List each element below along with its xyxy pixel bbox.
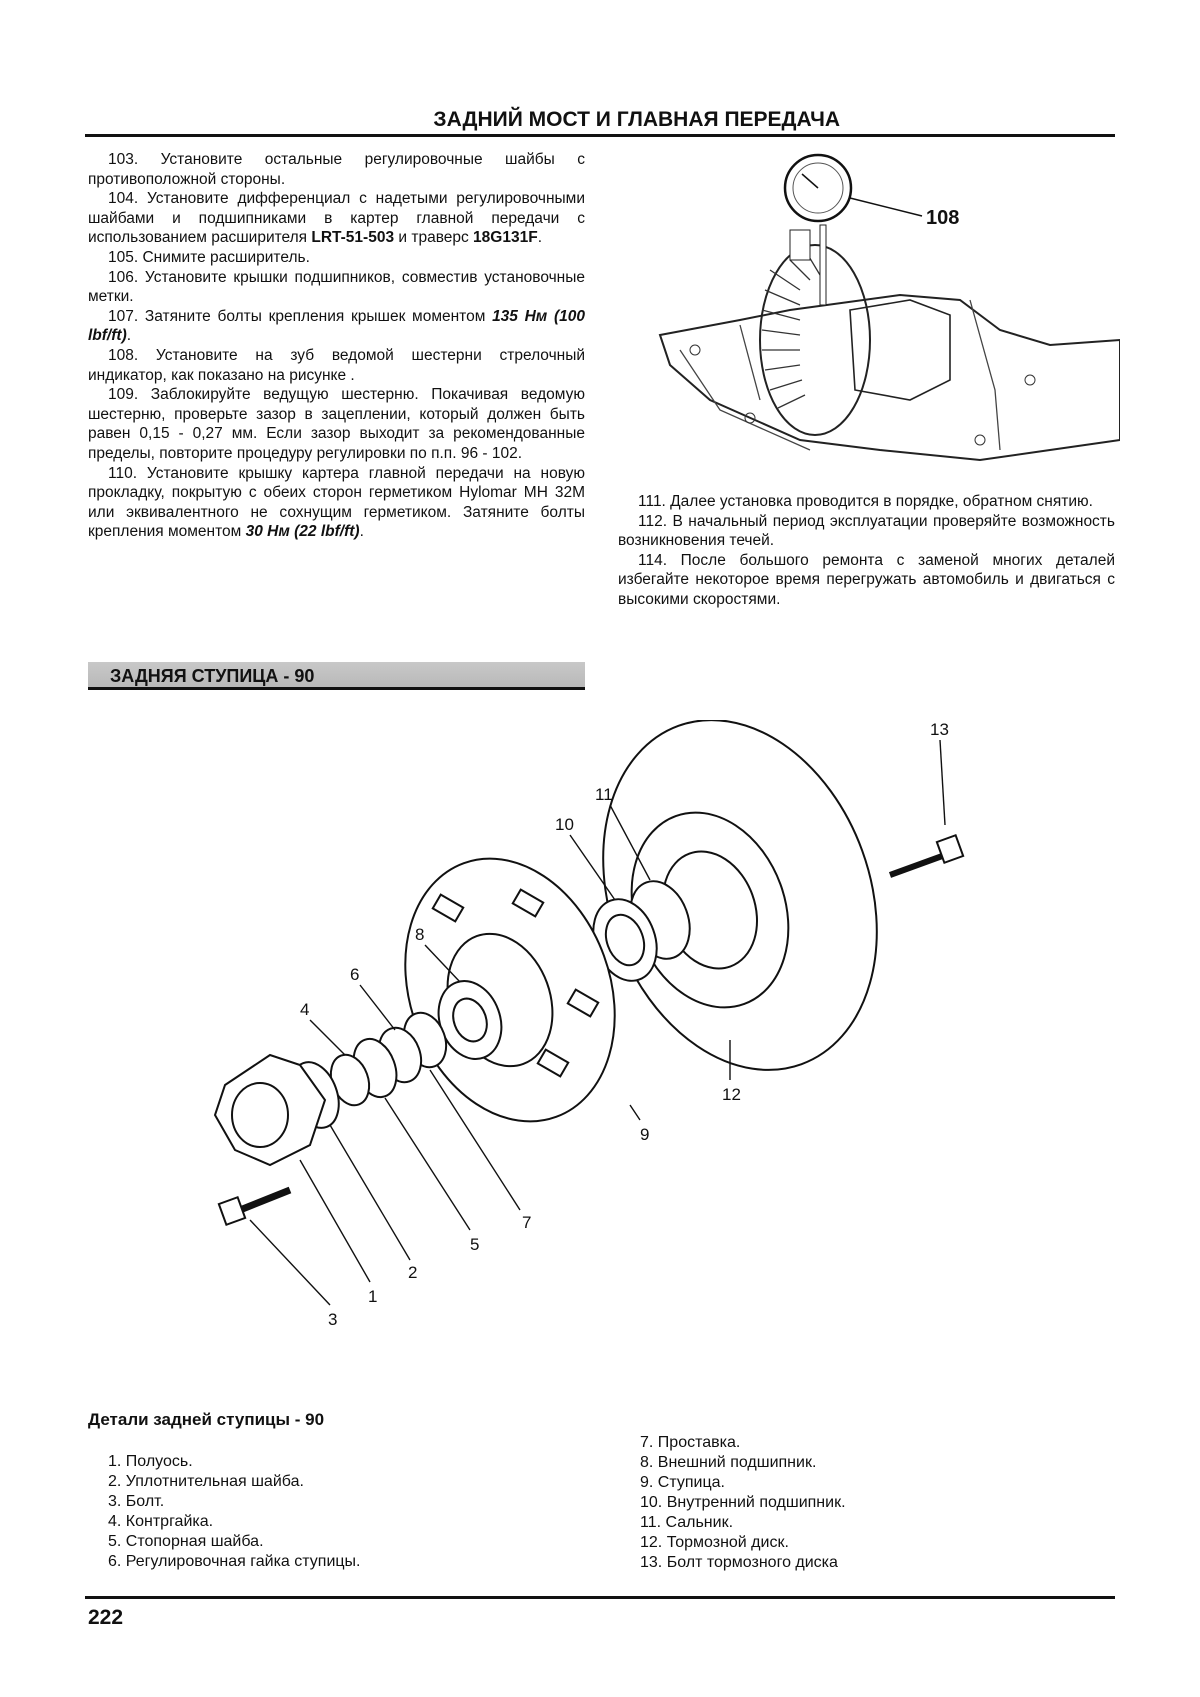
- rear-hub-exploded-diagram: [200, 720, 1020, 1380]
- callout-9: 9: [640, 1125, 650, 1144]
- caption-title: Детали задней ступицы - 90: [88, 1410, 325, 1429]
- legend-item: 2. Уплотнительная шайба.: [108, 1473, 304, 1490]
- footer-rule: [85, 1596, 1115, 1599]
- housing-bolt: [1025, 375, 1035, 385]
- callout-2: 2: [408, 1263, 418, 1282]
- step-105: 105. Снимите расширитель.: [108, 248, 310, 266]
- torque-135: 135 Нм (100 lbf/ft): [88, 307, 585, 345]
- callout-11: 11: [595, 785, 613, 804]
- leader-13: [940, 740, 945, 825]
- step-114: 114. После большого ремонта с заменой многих деталей избегайте некоторое время перегружать автомобиль и двигаться с высокими скоростями.: [618, 551, 1115, 608]
- step-110-text: 110. Установите крышку картера главной передачи на новую прокладку, покрытую с обеих сторон герметиком Hylomar MH 32M или эквивалентного не сохнущим герметиком. Затяните болты крепления моментом: [88, 464, 585, 541]
- legend-item: 6. Регулировочная гайка ступицы.: [108, 1553, 361, 1570]
- step-112: 112. В начальный период эксплуатации проверяйте возможность возникновения течей.: [618, 512, 1115, 550]
- legend-item: 3. Болт.: [108, 1493, 165, 1510]
- callout-7: 7: [522, 1213, 532, 1232]
- dial-indicator-figure: [650, 150, 1120, 480]
- flange-bolt-head: [219, 1197, 245, 1225]
- step-108: 108. Установите на зуб ведомой шестерни стрелочный индикатор, как показано на рисунке .: [88, 346, 585, 384]
- left-text-column: [88, 150, 585, 542]
- housing-bolt: [975, 435, 985, 445]
- legend-item: 11. Сальник.: [640, 1514, 734, 1531]
- callout-12: 12: [722, 1085, 741, 1104]
- step-106: 106. Установите крышки подшипников, совместив установочные метки.: [88, 268, 585, 306]
- crown-wheel: [760, 245, 870, 435]
- callout-8: 8: [415, 925, 425, 944]
- step-104: [88, 189, 585, 248]
- housing-bolt: [690, 345, 700, 355]
- legend-left: [108, 1452, 361, 1572]
- callout-10: 10: [555, 815, 574, 834]
- leader-4: [310, 1020, 345, 1055]
- figure-label-108: 108: [926, 207, 960, 229]
- legend-item: 4. Контргайка.: [108, 1513, 214, 1530]
- brake-disc-bolt-shank: [890, 855, 945, 875]
- callout-3: 3: [328, 1310, 338, 1329]
- step-107-text: 107. Затяните болты крепления крышек моментом: [108, 307, 493, 325]
- leader-3: [250, 1220, 330, 1305]
- step-104-text-2: и траверс: [394, 229, 474, 247]
- legend-item: 8. Внешний подшипник.: [640, 1454, 817, 1471]
- step-109: 109. Заблокируйте ведущую шестерню. Покачивая ведомую шестерню, проверьте зазор в зацеплении, который должен быть равен 0,15 - 0,27 мм. Если зазор выходит за рекомендованные пределы, повторите процедуру регулировки по п.п. 96 - 102.: [88, 386, 585, 462]
- step-110-end: .: [359, 523, 364, 541]
- step-104-end: .: [537, 229, 542, 247]
- step-107: [88, 307, 585, 346]
- leader-5: [385, 1098, 470, 1230]
- step-104-text: 104. Установите дифференциал с надетыми регулировочными шайбами и подшипниками в картер главной передачи с использованием расширителя: [88, 190, 585, 247]
- legend-right: [640, 1433, 846, 1573]
- step-110: [88, 464, 585, 542]
- axle-housing-outline: [660, 295, 1120, 460]
- legend-item: 1. Полуось.: [108, 1453, 193, 1470]
- step-111: 111. Далее установка проводится в порядке, обратном снятию.: [638, 493, 1093, 510]
- callout-6: 6: [350, 965, 360, 984]
- header-rule: [85, 134, 1115, 137]
- callout-4: 4: [300, 1000, 310, 1019]
- legend-item: 7. Проставка.: [640, 1434, 741, 1451]
- tool-lrt-51-503: LRT-51-503: [311, 229, 395, 247]
- section-title-bar: ЗАДНЯЯ СТУПИЦА - 90: [88, 662, 585, 690]
- step-107-end: .: [126, 327, 132, 345]
- indicator-clamp: [790, 230, 810, 260]
- legend-item: 9. Ступица.: [640, 1474, 725, 1491]
- flange-bolt-shank: [240, 1190, 290, 1210]
- leader-9: [630, 1105, 640, 1120]
- differential-carrier: [850, 300, 950, 400]
- callout-5: 5: [470, 1235, 480, 1254]
- right-text-column: [618, 492, 1115, 610]
- legend-item: 13. Болт тормозного диска: [640, 1554, 838, 1571]
- legend-item: 5. Стопорная шайба.: [108, 1533, 264, 1550]
- legend-item: 12. Тормозной диск.: [640, 1534, 789, 1551]
- leader-2: [330, 1125, 410, 1260]
- tool-18g131f: 18G131F: [473, 229, 538, 247]
- leader-108: [850, 198, 922, 216]
- page-number: 222: [88, 1606, 124, 1629]
- crown-wheel-teeth: [762, 250, 820, 408]
- page-header-title: ЗАДНИЙ МОСТ И ГЛАВНАЯ ПЕРЕДАЧА: [433, 108, 840, 131]
- indicator-stem: [820, 225, 826, 305]
- torque-30: 30 Нм (22 lbf/ft): [245, 523, 360, 541]
- step-103: 103. Установите остальные регулировочные шайбы с противоположной стороны.: [88, 151, 585, 188]
- leader-1: [300, 1160, 370, 1282]
- legend-item: 10. Внутренний подшипник.: [640, 1494, 846, 1511]
- leader-6: [360, 985, 395, 1030]
- callout-13: 13: [930, 720, 949, 739]
- callout-1: 1: [368, 1287, 378, 1306]
- half-shaft-cap: [232, 1083, 288, 1147]
